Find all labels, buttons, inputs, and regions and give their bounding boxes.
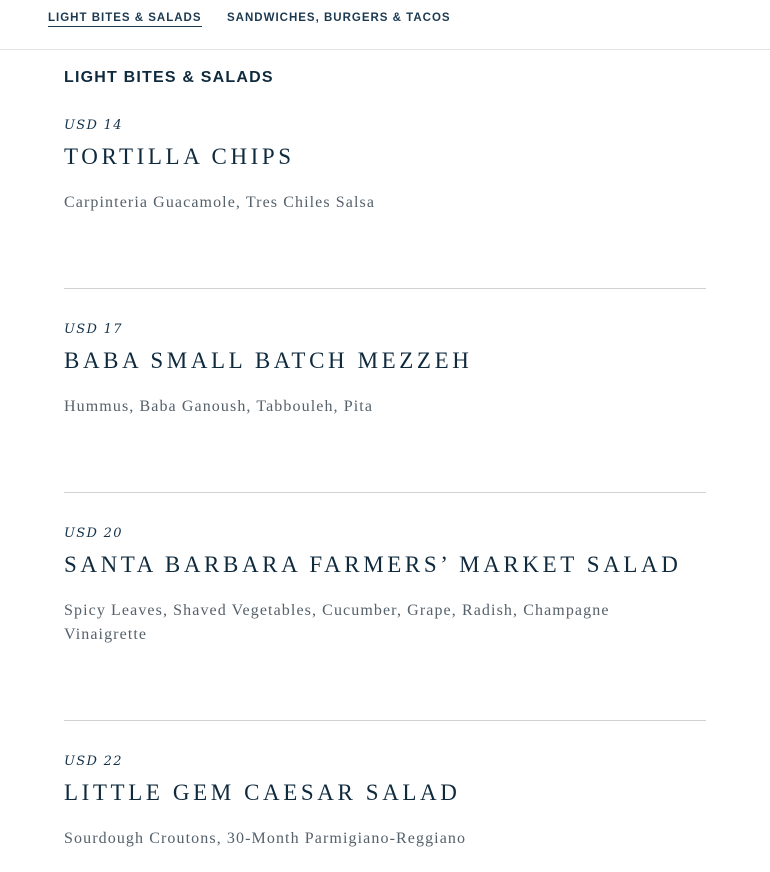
menu-item-divider [64,720,706,721]
menu-item-name: BABA SMALL BATCH MEZZEH [64,348,473,373]
menu-item-description: Carpinteria Guacamole, Tres Chiles Salsa [64,194,376,211]
menu-item-name: TORTILLA CHIPS [64,144,295,169]
menu-item-price: USD 17 [64,322,123,337]
menu-item-description: Sourdough Croutons, 30-Month Parmigiano-Reggiano [64,830,467,847]
menu-item-price: USD 20 [64,526,123,541]
menu-item-name: SANTA BARBARA FARMERS’ MARKET SALAD [64,552,682,577]
menu-item-price: USD 22 [64,754,123,769]
menu-item-price: USD 14 [64,118,123,133]
section-title: LIGHT BITES & SALADS [64,69,274,86]
menu-item-name: LITTLE GEM CAESAR SALAD [64,780,461,805]
menu-item-divider [64,492,706,493]
menu-item-description: Spicy Leaves, Shaved Vegetables, Cucumber, Grape, Radish, Champagne Vinaigrette [64,602,610,643]
menu-item-divider [64,288,706,289]
tab-sandwiches-burgers-tacos[interactable]: SANDWICHES, BURGERS & TACOS [227,12,451,24]
menu-item-description: Hummus, Baba Ganoush, Tabbouleh, Pita [64,398,374,415]
menu-category-nav [0,0,770,50]
tab-light-bites-salads[interactable]: LIGHT BITES & SALADS [48,12,202,27]
